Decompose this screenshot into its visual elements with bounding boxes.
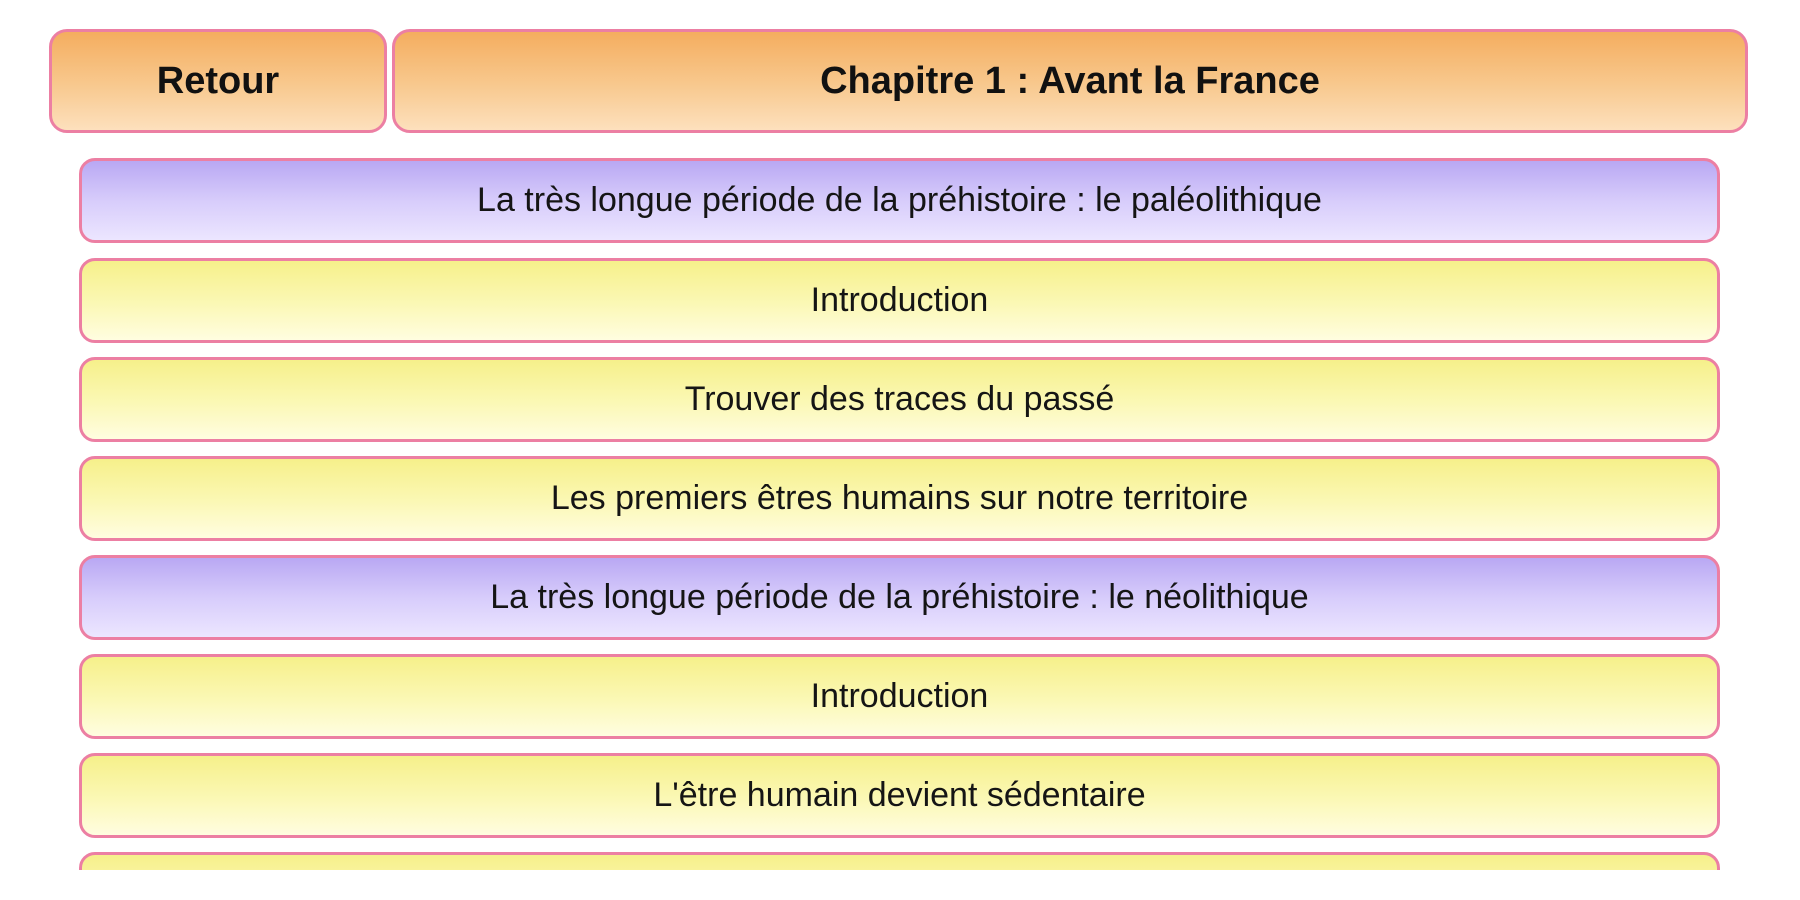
chapter-title: Chapitre 1 : Avant la France <box>820 59 1320 102</box>
list-item-label: Les premiers êtres humains sur notre territoire <box>550 479 1249 517</box>
section-header-neolithique[interactable] <box>79 555 1720 640</box>
chapter-title-button[interactable] <box>392 29 1748 133</box>
back-button[interactable] <box>49 29 387 133</box>
list-item-label: Introduction <box>810 677 989 715</box>
list-item-partial[interactable] <box>79 852 1720 870</box>
list-item-premiers-etres-humains[interactable] <box>79 456 1720 541</box>
list-item-label: La très longue période de la préhistoire : le paléolithique <box>477 181 1322 219</box>
back-button-label: Retour <box>156 59 280 102</box>
list-item-trouver-des-traces[interactable] <box>79 357 1720 442</box>
chapter-content-list[interactable] <box>79 158 1720 870</box>
list-item-label: L'être humain devient sédentaire <box>653 776 1146 814</box>
section-header-paleolithique[interactable] <box>79 158 1720 243</box>
list-item-label: Introduction <box>810 281 989 319</box>
list-item-introduction[interactable] <box>79 258 1720 343</box>
list-item-introduction[interactable] <box>79 654 1720 739</box>
list-item-sedentaire[interactable] <box>79 753 1720 838</box>
list-item-label: Trouver des traces du passé <box>684 380 1115 418</box>
header-bar <box>49 29 1748 137</box>
list-item-label: La très longue période de la préhistoire : le néolithique <box>490 578 1309 616</box>
